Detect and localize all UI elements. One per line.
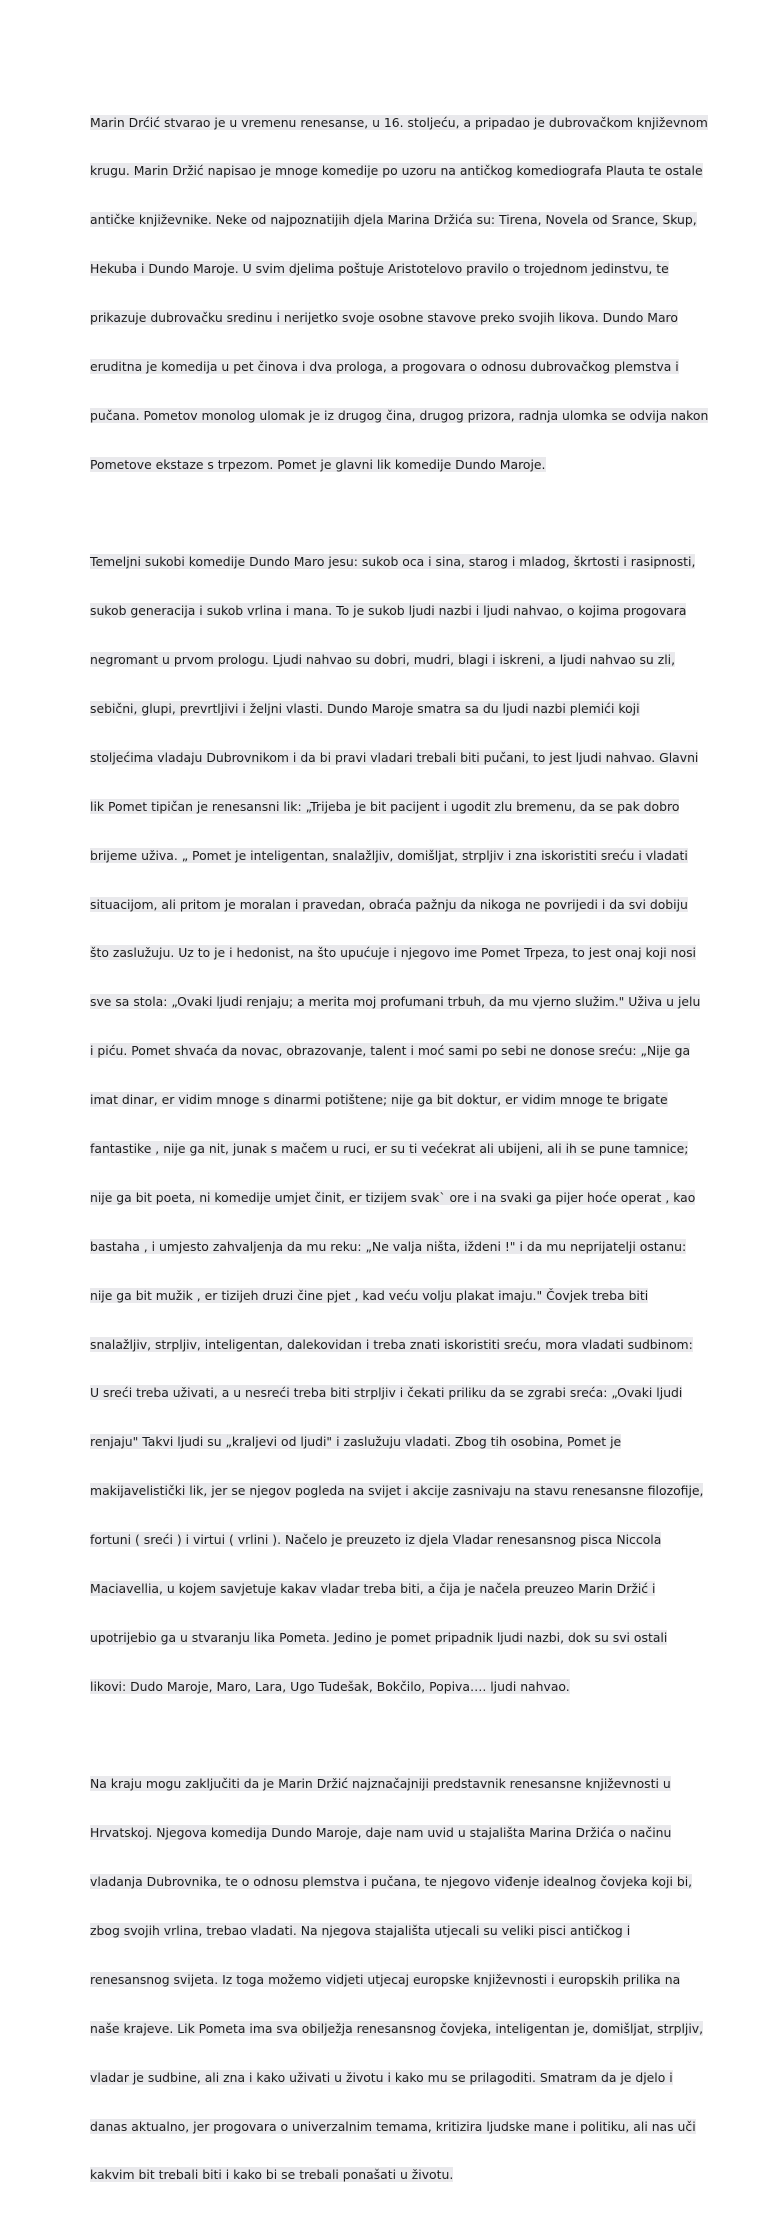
text-line: Hekuba i Dundo Maroje. U svim djelima poštuje Aristotelovo pravilo o trojednom jedinstvu, te (90, 261, 669, 277)
text-line: likovi: Dudo Maroje, Maro, Lara, Ugo Tudešak, Bokčilo, Popiva…. ljudi nahvao. (90, 1678, 570, 1694)
text-line: sve sa stola: „Ovaki ljudi renjaju; a merita moj profumani trbuh, da mu vjerno služim." Uživa u jelu (90, 994, 701, 1010)
document-page (90, 82, 709, 2232)
text-line: eruditna je komedija u pet činova i dva prologa, a progovara o odnosu dubrovačkog plemstva i (90, 359, 679, 375)
text-line: negromant u prvom prologu. Ljudi nahvao su dobri, mudri, blagi i iskreni, a ljudi nahvao su zli, (90, 652, 676, 668)
text-line: prikazuje dubrovačku sredinu i nerijetko svoje osobne stavove preko svojih likova. Dundo Maro (90, 310, 678, 326)
text-line: Hrvatskoj. Njegova komedija Dundo Maroje, daje nam uvid u stajališta Marina Držića o načinu (90, 1825, 672, 1841)
text-line: Temeljni sukobi komedije Dundo Maro jesu: sukob oca i sina, starog i mladog, škrtosti i rasipnosti, (90, 554, 696, 570)
text-line: i piću. Pomet shvaća da novac, obrazovanje, talent i moć sami po sebi ne donose sreću: „Nije ga (90, 1043, 691, 1059)
text-line: nije ga bit mužik , er tizijeh druzi čine pjet , kad veću volju plakat imaju." Čovjek treba biti (90, 1287, 649, 1303)
text-line: danas aktualno, jer progovara o univerzalnim temama, kritizira ljudske mane i politiku, ali nas uči (90, 2118, 696, 2134)
text-line: vladanja Dubrovnika, te o odnosu plemstva i pučana, te njegovo viđenje idealnog čovjeka koji bi, (90, 1874, 693, 1890)
text-line: makijavelistički lik, jer se njegov pogleda na svijet i akcije zasnivaju na stavu renesansne filozofije, (90, 1483, 704, 1499)
text-line: Pometove ekstaze s trpezom. Pomet je glavni lik komedije Dundo Maroje. (90, 456, 546, 472)
text-line: lik Pomet tipičan je renesansni lik: „Trijeba je bit pacijent i ugodit zlu bremenu, da se pak dobro (90, 798, 680, 814)
text-line: pučana. Pometov monolog ulomak je iz drugog čina, drugog prizora, radnja ulomka se odvija nakon (90, 407, 709, 423)
text-line: antičke književnike. Neke od najpoznatijih djela Marina Držića su: Tirena, Novela od Srance, Skup, (90, 212, 697, 228)
paragraph-conclusion (90, 1744, 704, 2217)
text-line: nije ga bit poeta, ni komedije umjet činit, er tizijem svak` ore i na svaki ga pijer hoće operat , kao (90, 1189, 696, 1205)
text-line: Na kraju mogu zaključiti da je Marin Držić najznačajniji predstavnik renesansne književnosti u (90, 1776, 671, 1792)
text-line: što zaslužuju. Uz to je i hedonist, na što upućuje i njegovo ime Pomet Trpeza, to jest onaj koji nosi (90, 945, 697, 961)
text-line: fantastike , nije ga nit, junak s mačem u ruci, er su ti većekrat ali ubijeni, ali ih se pune tamnice; (90, 1141, 689, 1156)
paragraph-intro (90, 82, 709, 506)
text-line: snalažljiv, strpljiv, inteligentan, dalekovidan i treba znati iskoristiti sreću, mora vladati sudbinom: (90, 1336, 693, 1352)
text-line: upotrijebio ga u stvaranju lika Pometa. Jedino je pomet pripadnik ljudi nazbi, dok su svi ostali (90, 1629, 668, 1645)
text-line: U sreći treba uživati, a u nesreći treba biti strpljiv i čekati priliku da se zgrabi sreća: „Ovaki ljudi (90, 1385, 683, 1401)
text-line: sebični, glupi, prevrtljivi i željni vlasti. Dundo Maroje smatra sa du ljudi nazbi plemići koji (90, 700, 640, 716)
text-line: krugu. Marin Držić napisao je mnoge komedije po uzoru na antičkog komediografa Plauta te ostale (90, 163, 703, 179)
paragraph-conflicts (90, 522, 704, 1728)
text-line: stoljećima vladaju Dubrovnikom i da bi pravi vladari trebali biti pučani, to jest ljudi nahvao. Glavni (90, 749, 699, 765)
text-line: Marin Drćić stvarao je u vremenu renesanse, u 16. stoljeću, a pripadao je dubrovačkom književnom (90, 114, 708, 130)
text-line: sukob generacija i sukob vrlina i mana. To je sukob ljudi nazbi i ljudi nahvao, o kojima progovara (90, 603, 687, 619)
text-line: zbog svojih vrlina, trebao vladati. Na njegova stajališta utjecali su veliki pisci antičkog i (90, 1922, 631, 1938)
text-line: fortuni ( sreći ) i virtui ( vrlini ). Načelo je preuzeto iz djela Vladar renesansnog pisca Niccola (90, 1532, 662, 1548)
text-line: naše krajeve. Lik Pometa ima sva obilježja renesansnog čovjeka, inteligentan je, domišljat, strpljiv, (90, 2020, 704, 2036)
text-line: kakvim bit trebali biti i kako bi se trebali ponašati u životu. (90, 2167, 454, 2183)
text-line: vladar je sudbine, ali zna i kako uživati u životu i kako mu se prilagoditi. Smatram da je djelo i (90, 2069, 673, 2085)
text-line: Maciavellia, u kojem savjetuje kakav vladar treba biti, a čija je načela preuzeo Marin Držić i (90, 1581, 656, 1597)
text-line: renesansnog svijeta. Iz toga možemo vidjeti utjecaj europske književnosti i europskih prilika na (90, 1971, 681, 1987)
text-line: brijeme uživa. „ Pomet je inteligentan, snalažljiv, domišljat, strpljiv i zna iskoristiti sreću i vladati (90, 847, 688, 863)
text-line: situacijom, ali pritom je moralan i pravedan, obraća pažnju da nikoga ne povrijedi i da svi dobiju (90, 896, 688, 912)
text-line: imat dinar, er vidim mnoge s dinarmi potištene; nije ga bit doktur, er vidim mnoge te brigate (90, 1092, 668, 1108)
text-line: bastaha , i umjesto zahvaljenja da mu reku: „Ne valja ništa, iždeni !" i da mu neprijatelji ostanu: (90, 1238, 687, 1254)
text-line: renjaju" Takvi ljudi su „kraljevi od ljudi" i zaslužuju vladati. Zbog tih osobina, Pomet je (90, 1434, 622, 1450)
